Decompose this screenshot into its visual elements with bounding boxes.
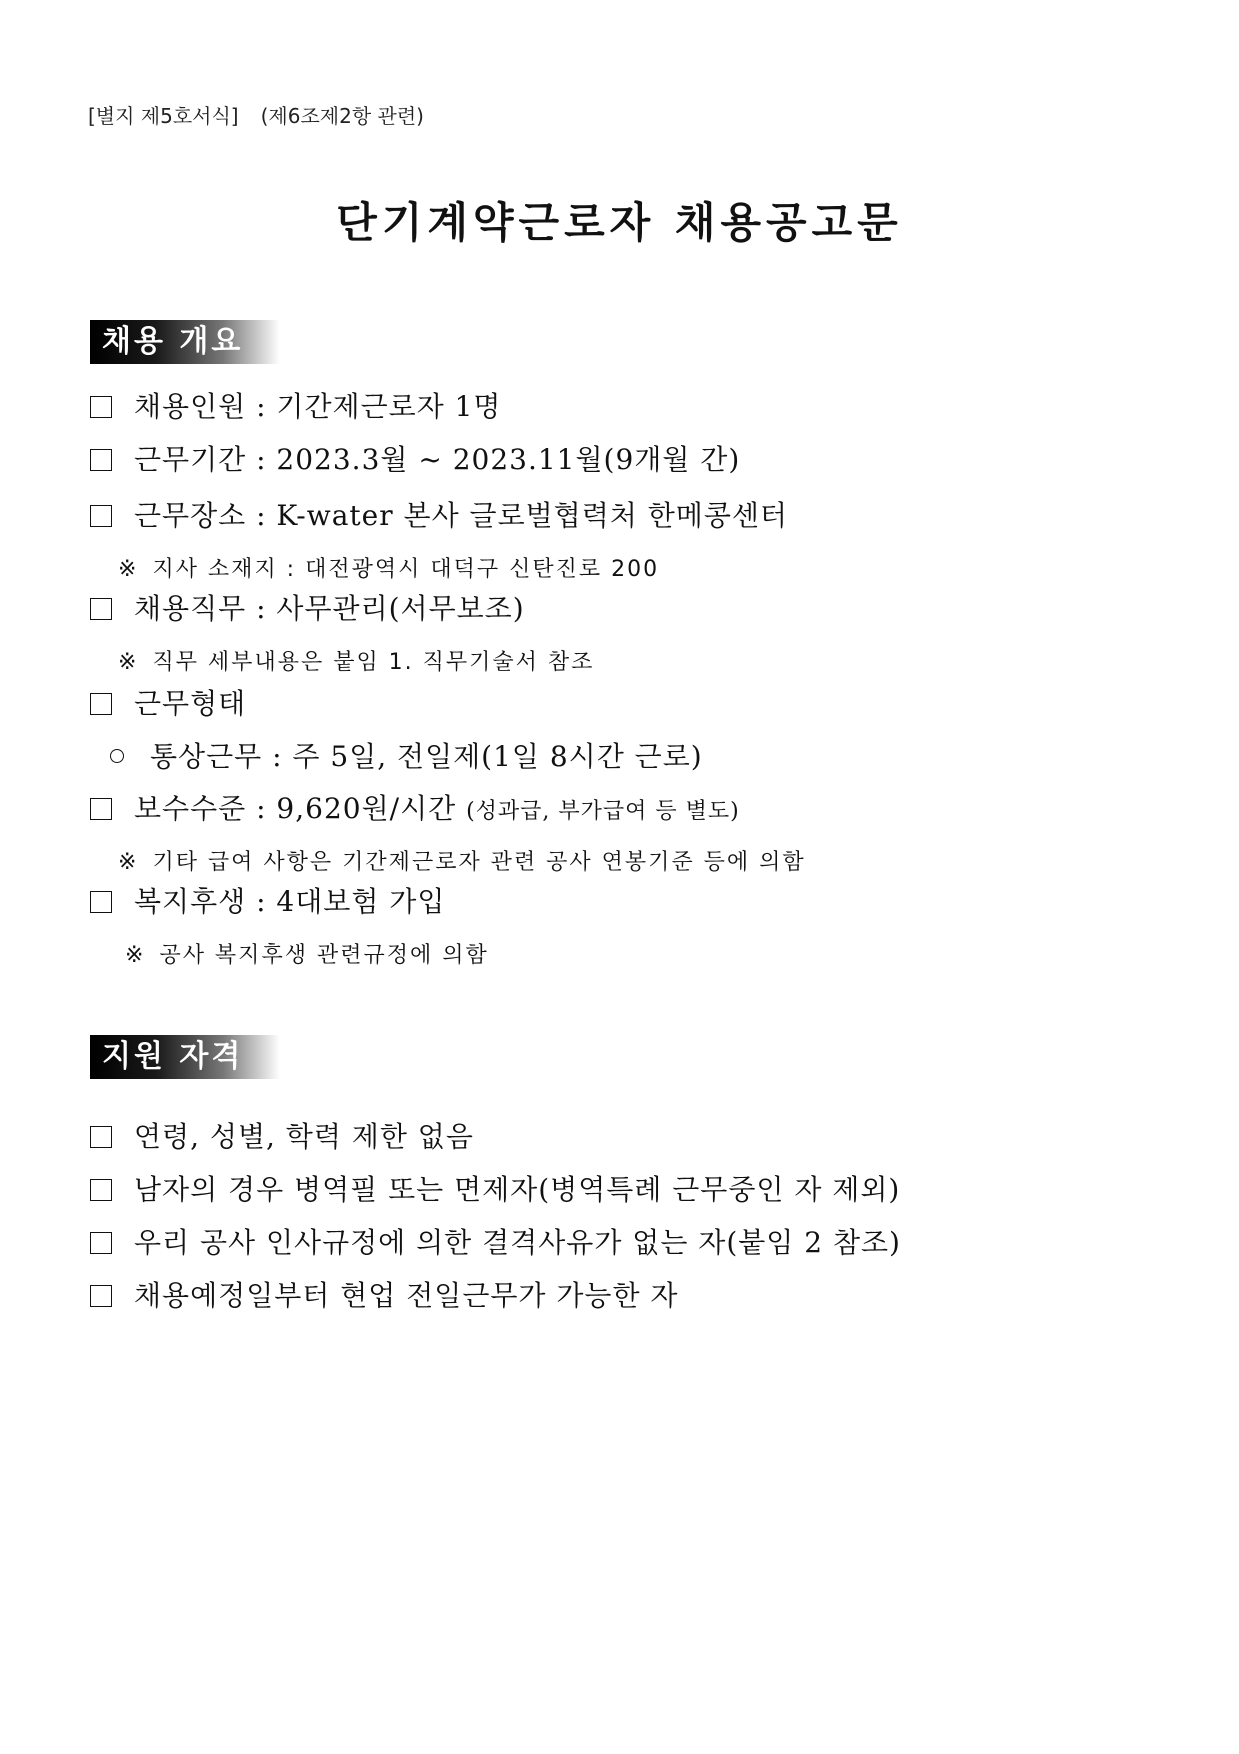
checkbox-square-icon (90, 598, 112, 620)
list-item-work-type: 근무형태 (90, 682, 246, 722)
section-heading-overview: 채용 개요 (90, 320, 280, 364)
form-number: [별지 제5호서식] (88, 104, 239, 128)
checkbox-square-icon (90, 449, 112, 471)
note-place: ※ 지사 소재지 : 대전광역시 대덕구 신탄진로 200 (118, 557, 660, 582)
list-item-qualification-2: 남자의 경우 병역필 또는 면제자(병역특례 근무중인 자 제외) (90, 1168, 900, 1208)
checkbox-square-icon (90, 693, 112, 715)
list-item-qualification-3: 우리 공사 인사규정에 의한 결격사유가 없는 자(붙임 2 참조) (90, 1221, 901, 1261)
form-reference (88, 100, 424, 129)
reference-mark-icon: ※ (118, 557, 139, 582)
list-item-duty: 채용직무 : 사무관리(서무보조) (90, 587, 525, 627)
note-welfare: ※ 공사 복지후생 관련규정에 의함 (125, 943, 489, 968)
checkbox-square-icon (90, 798, 112, 820)
note-duty: ※ 직무 세부내용은 붙임 1. 직무기술서 참조 (118, 650, 595, 675)
note-pay: ※ 기타 급여 사항은 기간제근로자 관련 공사 연봉기준 등에 의함 (118, 850, 806, 875)
reference-mark-icon: ※ (118, 650, 139, 675)
reference-mark-icon: ※ (125, 943, 146, 968)
form-article-ref: (제6조제2항 관련) (260, 104, 424, 128)
checkbox-square-icon (90, 1126, 112, 1148)
checkbox-square-icon (90, 1179, 112, 1201)
list-item-place: 근무장소 : K-water 본사 글로벌협력처 한메콩센터 (90, 494, 788, 534)
list-item-qualification-4: 채용예정일부터 현업 전일근무가 가능한 자 (90, 1274, 678, 1314)
checkbox-square-icon (90, 891, 112, 913)
page-title: 단기계약근로자 채용공고문 (336, 198, 903, 247)
checkbox-square-icon (90, 1285, 112, 1307)
list-item-welfare: 복지후생 : 4대보험 가입 (90, 880, 445, 920)
circle-bullet-icon (110, 749, 124, 763)
list-item-recruit: 채용인원 : 기간제근로자 1명 (90, 385, 501, 425)
reference-mark-icon: ※ (118, 850, 139, 875)
section-heading-qualification: 지원 자격 (90, 1035, 280, 1079)
list-item-pay: 보수수준 : 9,620원/시간 (성과급, 부가급여 등 별도) (90, 787, 740, 827)
checkbox-square-icon (90, 396, 112, 418)
list-item-qualification-1: 연령, 성별, 학력 제한 없음 (90, 1115, 474, 1155)
list-item-period: 근무기간 : 2023.3월 ~ 2023.11월(9개월 간) (90, 438, 740, 478)
sub-item-work-type: 통상근무 : 주 5일, 전일제(1일 8시간 근로) (110, 735, 703, 775)
checkbox-square-icon (90, 505, 112, 527)
checkbox-square-icon (90, 1232, 112, 1254)
